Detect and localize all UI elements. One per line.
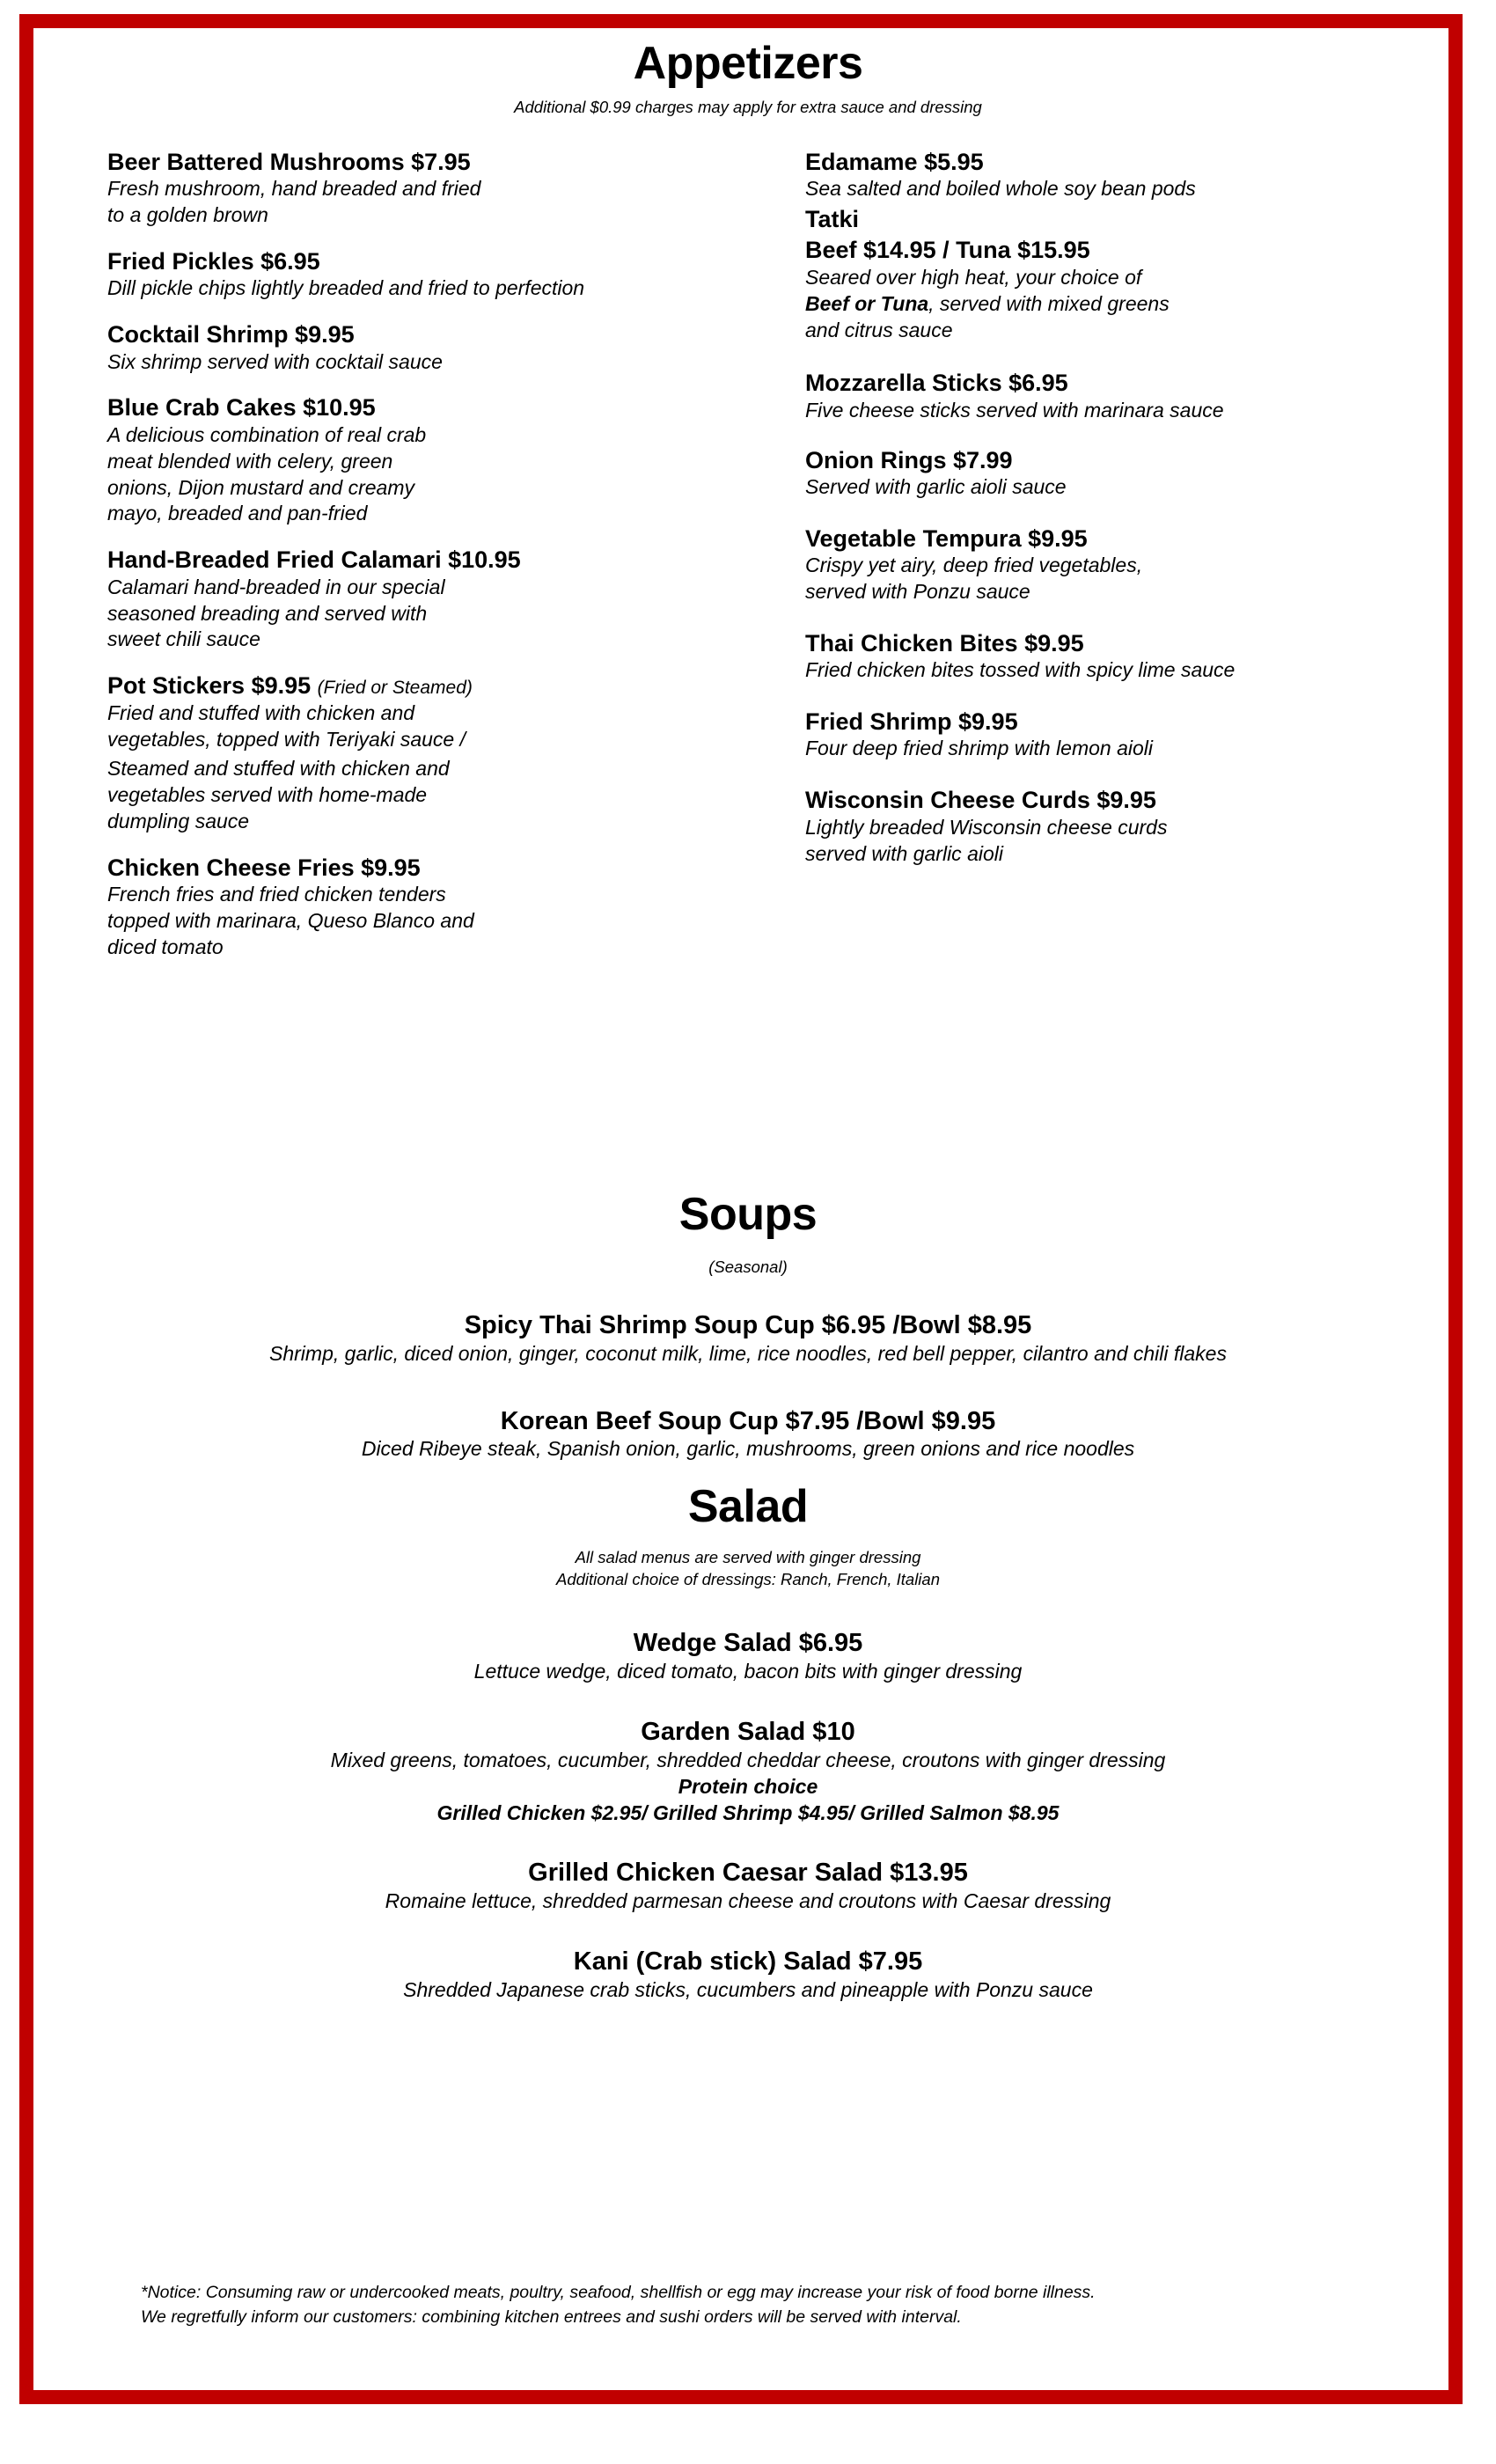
menu-item: [107, 248, 585, 302]
item-name: Hand-Breaded Fried Calamari $10.95: [107, 546, 521, 574]
item-description-pre: Seared over high heat, your choice of: [805, 265, 1142, 289]
salad-section: [53, 1481, 1443, 2003]
menu-item: [805, 370, 1224, 423]
menu-item: [805, 787, 1175, 867]
menu-item: [805, 708, 1175, 762]
item-description: Served with garlic aioli sauce: [805, 474, 1067, 498]
item-description: Fresh mushroom, hand breaded and fried to a golden brown: [107, 177, 481, 227]
item-name: Edamame $5.95: [805, 148, 984, 175]
menu-item: [805, 206, 1175, 233]
item-description: Dill pickle chips lightly breaded and fried to perfection: [107, 276, 585, 300]
item-description: Shrimp, garlic, diced onion, ginger, coconut milk, lime, rice noodles, red bell pepper, cilantro and chili flakes: [269, 1341, 1227, 1365]
item-name: Vegetable Tempura $9.95: [805, 524, 1088, 552]
item-name: Wedge Salad $6.95: [633, 1629, 863, 1658]
appetizers-note: Additional $0.99 charges may apply for extra sauce and dressing: [514, 98, 982, 116]
item-description: Lightly breaded Wisconsin cheese curds served with garlic aioli: [805, 815, 1168, 865]
menu-item: [805, 525, 1175, 605]
appetizers-title: Appetizers: [633, 38, 863, 89]
appetizers-left-column: [107, 148, 585, 980]
menu-item: [53, 1628, 1443, 1685]
menu-item: [53, 1717, 1443, 1826]
item-description-emphasis: Beef or Tuna: [805, 291, 929, 315]
item-description: Diced Ribeye steak, Spanish onion, garlic, mushrooms, green onions and rice noodles: [361, 1437, 1135, 1461]
item-description: A delicious combination of real crab meat blended with celery, green onions, Dijon mustard and creamy mayo, breaded and pan-fried: [107, 422, 427, 525]
item-description: Calamari hand-breaded in our special seasoned breading and served with sweet chili sauce: [107, 575, 445, 651]
item-name-text: Pot Stickers $9.95: [107, 672, 312, 700]
menu-content: [53, 35, 1443, 2394]
footer-notice-line-1: *Notice: Consuming raw or undercooked meats, poultry, seafood, shellfish or egg may increase your risk of food borne illness.: [141, 2283, 1096, 2302]
menu-item: [107, 854, 486, 961]
menu-item: [805, 148, 1196, 202]
item-name: Fried Pickles $6.95: [107, 248, 320, 275]
menu-item: [107, 321, 486, 375]
item-name: Spicy Thai Shrimp Soup Cup $6.95 /Bowl $8.95: [464, 1310, 1032, 1339]
appetizers-section: [53, 40, 1443, 1200]
salad-note-line-2: Additional choice of dressings: Ranch, French, Italian: [555, 1570, 940, 1589]
item-name: Wisconsin Cheese Curds $9.95: [805, 787, 1156, 814]
item-description-post: , served with mixed greens and citrus sauce: [805, 291, 1170, 341]
appetizers-right-column: [805, 148, 1236, 887]
item-name: Beef $14.95 / Tuna $15.95: [805, 237, 1090, 264]
soups-section: [53, 1188, 1443, 1463]
item-description: Crispy yet airy, deep fried vegetables, served with Ponzu sauce: [805, 554, 1143, 604]
menu-item: [107, 546, 521, 653]
item-name: Korean Beef Soup Cup $7.95 /Bowl $9.95: [500, 1406, 996, 1435]
item-name: [107, 672, 486, 700]
salad-title: Salad: [687, 1481, 809, 1533]
item-name: Thai Chicken Bites $9.95: [805, 629, 1084, 656]
item-name: Kani (Crab stick) Salad $7.95: [573, 1947, 923, 1976]
item-description: Four deep fried shrimp with lemon aioli: [805, 737, 1154, 760]
item-name: Chicken Cheese Fries $9.95: [107, 854, 421, 882]
item-description: Mixed greens, tomatoes, cucumber, shredded cheddar cheese, croutons with ginger dressing: [330, 1748, 1166, 1771]
item-name: Garden Salad $10: [641, 1717, 855, 1746]
soups-note: (Seasonal): [708, 1257, 788, 1276]
protein-choice-label: Protein choice: [678, 1774, 818, 1798]
menu-item: [805, 237, 1175, 343]
menu-item: [53, 1947, 1443, 2004]
item-description: Steamed and stuffed with chicken and vegetables served with home-made dumpling sauce: [107, 757, 450, 833]
item-description: [805, 265, 1184, 344]
item-name: Grilled Chicken Caesar Salad $13.95: [528, 1859, 968, 1888]
item-description: Five cheese sticks served with marinara sauce: [805, 398, 1224, 422]
menu-item: [107, 756, 486, 835]
item-description: Shredded Japanese crab sticks, cucumbers and pineapple with Ponzu sauce: [403, 1977, 1093, 2001]
menu-item: [107, 672, 486, 752]
item-name: Tatki: [805, 206, 860, 233]
item-description: French fries and fried chicken tenders topped with marinara, Queso Blanco and diced tomato: [107, 883, 474, 959]
item-description: Lettuce wedge, diced tomato, bacon bits with ginger dressing: [473, 1660, 1023, 1683]
item-description: Sea salted and boiled whole soy bean pods: [805, 177, 1196, 201]
protein-choice-options: Grilled Chicken $2.95/ Grilled Shrimp $4.95/ Grilled Salmon $8.95: [436, 1800, 1060, 1824]
footer-notice: [141, 2281, 1320, 2329]
item-name: Onion Rings $7.99: [805, 446, 1013, 473]
item-description: Romaine lettuce, shredded parmesan cheese and croutons with Caesar dressing: [385, 1889, 1111, 1913]
menu-item: [107, 394, 486, 527]
menu-item: [805, 629, 1236, 684]
menu-item: [53, 1406, 1443, 1463]
menu-item: [805, 447, 1175, 501]
menu-item: [107, 149, 486, 229]
soups-title: Soups: [678, 1188, 818, 1240]
item-name: Blue Crab Cakes $10.95: [107, 394, 376, 422]
item-qualifier: (Fried or Steamed): [317, 678, 473, 699]
item-name: Cocktail Shrimp $9.95: [107, 321, 355, 348]
item-description: Six shrimp served with cocktail sauce: [107, 349, 443, 373]
menu-item: [53, 1310, 1443, 1368]
item-description: Fried and stuffed with chicken and vegetables, topped with Teriyaki sauce /: [107, 700, 466, 751]
item-name: Fried Shrimp $9.95: [805, 708, 1018, 736]
footer-notice-line-2: We regretfully inform our customers: combining kitchen entrees and sushi orders will be served with interval.: [141, 2306, 962, 2327]
appetizers-columns: [53, 149, 1443, 1200]
item-name: Beer Battered Mushrooms $7.95: [107, 148, 471, 175]
salad-note-line-1: All salad menus are served with ginger dressing: [575, 1548, 921, 1567]
item-description: Fried chicken bites tossed with spicy lime sauce: [805, 658, 1236, 682]
item-name: Mozzarella Sticks $6.95: [805, 370, 1068, 397]
menu-item: [53, 1858, 1443, 1915]
